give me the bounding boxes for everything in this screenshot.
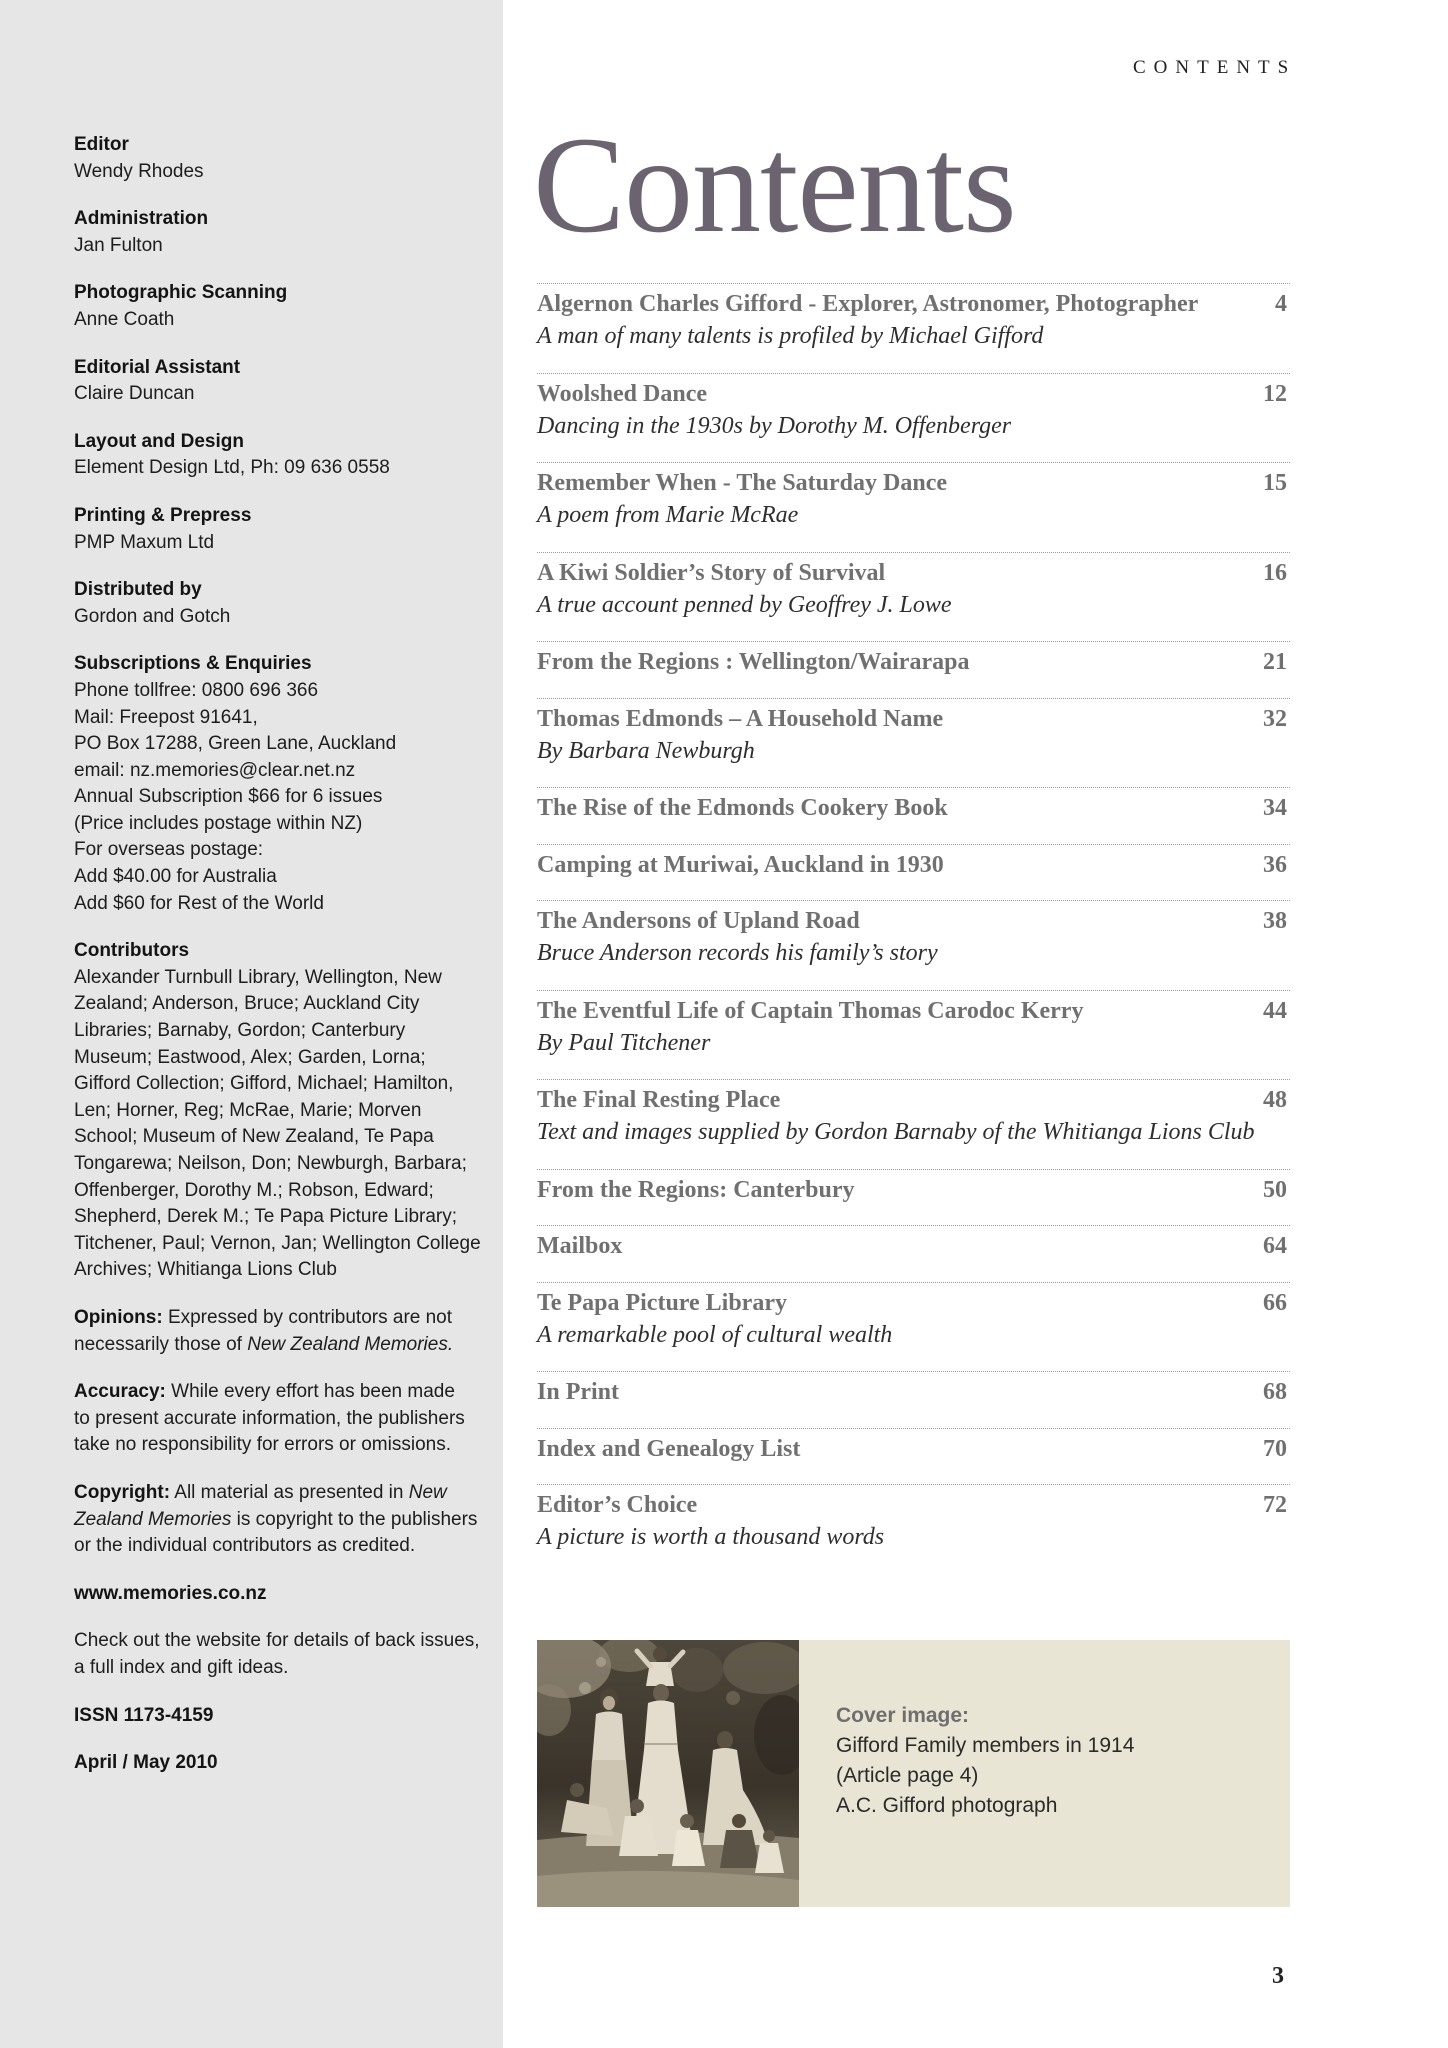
note-line	[74, 1305, 499, 1332]
contributors-line: Archives; Whitianga Lions Club	[74, 1259, 337, 1281]
contributors-line: Alexander Turnbull Library, Wellington, New	[74, 966, 442, 988]
contributors-heading: Contributors	[74, 940, 190, 962]
contributors-line: Zealand; Anderson, Bruce; Auckland City	[74, 993, 420, 1015]
table-of-contents	[537, 283, 1290, 1574]
note-line: or the individual contributors as credited.	[74, 1535, 416, 1557]
toc-page-number: 66	[1263, 1289, 1287, 1316]
contributors-line: Museum; Eastwood, Alex; Garden, Lorna;	[74, 1046, 426, 1068]
toc-page-number: 21	[1263, 649, 1287, 675]
note-text: While every effort has been made	[171, 1381, 455, 1403]
toc-subtitle: A true account penned by Geoffrey J. Lowe	[537, 591, 952, 618]
cover-caption-heading: Cover image:	[836, 1704, 970, 1727]
credit-role: Editorial Assistant	[74, 356, 241, 378]
subscriptions-line: Annual Subscription $66 for 6 issues	[74, 786, 383, 808]
toc-entry	[537, 1169, 1290, 1226]
toc-page-number: 34	[1263, 795, 1287, 821]
credit-editor	[74, 132, 499, 185]
toc-title-row	[537, 288, 1290, 320]
toc-page-number: 36	[1263, 851, 1287, 878]
note-text: is copyright to the publishers	[236, 1508, 478, 1530]
contributors-line: Offenberger, Dorothy M.; Robson, Edward;	[74, 1179, 434, 1201]
subscriptions-line: Add $60 for Rest of the World	[74, 892, 324, 914]
toc-title: The Eventful Life of Captain Thomas Carodoc Kerry	[537, 997, 1084, 1024]
credit-name: PMP Maxum Ltd	[74, 531, 215, 553]
toc-subtitle: Dancing in the 1930s by Dorothy M. Offenberger	[537, 412, 1012, 439]
cover-image-panel	[537, 1640, 1290, 1907]
cover-caption-line: Gifford Family members in 1914	[836, 1734, 1135, 1757]
toc-title: Remember When - The Saturday Dance	[537, 470, 947, 496]
toc-page-number: 38	[1263, 908, 1287, 934]
credit-name: Gordon and Gotch	[74, 605, 231, 627]
note-line	[74, 1507, 499, 1534]
running-head: CONTENTS	[1133, 57, 1297, 78]
toc-title-row	[537, 995, 1290, 1027]
contributors-line: Tongarewa; Neilson, Don; Newburgh, Barbara;	[74, 1153, 467, 1174]
toc-entry	[537, 990, 1290, 1080]
page-number: 3	[1272, 1963, 1284, 1989]
note-line: Check out the website for details of back issues,	[74, 1630, 480, 1652]
contributors-line: Len; Horner, Reg; McRae, Marie; Morven	[74, 1099, 422, 1121]
copyright-note	[74, 1480, 499, 1560]
toc-title: Camping at Muriwai, Auckland in 1930	[537, 851, 944, 878]
cover-photo	[537, 1640, 799, 1907]
credit-layout-design	[74, 429, 499, 482]
toc-page-number: 70	[1263, 1435, 1287, 1462]
toc-entry	[537, 900, 1290, 990]
note-line	[74, 1379, 499, 1406]
issue-date: April / May 2010	[74, 1752, 218, 1774]
toc-entry	[537, 1371, 1290, 1428]
credit-name: Claire Duncan	[74, 383, 195, 405]
toc-title: Te Papa Picture Library	[537, 1289, 787, 1316]
toc-entry	[537, 698, 1290, 788]
toc-page-number: 15	[1263, 470, 1287, 496]
toc-subtitle: By Paul Titchener	[537, 1029, 711, 1056]
toc-page-number: 4	[1275, 291, 1287, 317]
credit-name: Jan Fulton	[74, 234, 163, 256]
credit-role: Photographic Scanning	[74, 282, 288, 304]
toc-subtitle: Text and images supplied by Gordon Barnaby of the Whitianga Lions Club	[537, 1119, 1255, 1145]
note-line	[74, 1332, 499, 1359]
cover-caption	[836, 1701, 1134, 1821]
toc-entry	[537, 787, 1290, 844]
credit-editorial-assistant	[74, 355, 499, 408]
toc-title: Mailbox	[537, 1233, 623, 1259]
toc-title: The Andersons of Upland Road	[537, 908, 860, 934]
contributors-line: Gifford Collection; Gifford, Michael; Hamilton,	[74, 1073, 454, 1095]
subscriptions-block	[74, 651, 499, 917]
credit-administration	[74, 206, 499, 259]
credit-role: Administration	[74, 208, 209, 230]
credit-distribution	[74, 577, 499, 630]
issue-date-block	[74, 1750, 499, 1777]
toc-entry	[537, 373, 1290, 463]
toc-subtitle: A man of many talents is profiled by Michael Gifford	[537, 323, 1044, 349]
contributors-line: Shepherd, Derek M.; Te Papa Picture Library;	[74, 1206, 458, 1228]
toc-title-row	[537, 792, 1290, 824]
toc-title-row	[537, 905, 1290, 937]
toc-title: Index and Genealogy List	[537, 1435, 801, 1462]
toc-title-row	[537, 1174, 1290, 1206]
toc-entry	[537, 552, 1290, 642]
toc-page-number: 72	[1263, 1492, 1287, 1518]
opinions-label: Opinions:	[74, 1306, 163, 1328]
toc-title-row	[537, 1230, 1290, 1262]
issn-block	[74, 1703, 499, 1730]
toc-entry	[537, 844, 1290, 901]
toc-page-number: 64	[1263, 1233, 1287, 1259]
toc-page-number: 32	[1263, 705, 1287, 732]
toc-subtitle: Bruce Anderson records his family’s story	[537, 940, 938, 966]
subscriptions-line: Phone tollfree: 0800 696 366	[74, 679, 319, 701]
toc-title-row	[537, 557, 1290, 589]
toc-title-row	[537, 1433, 1290, 1465]
subscriptions-heading: Subscriptions & Enquiries	[74, 653, 312, 675]
cover-caption-line: A.C. Gifford photograph	[836, 1794, 1058, 1817]
toc-subtitle: A remarkable pool of cultural wealth	[537, 1321, 893, 1348]
subscriptions-line: PO Box 17288, Green Lane, Auckland	[74, 733, 397, 755]
toc-entry	[537, 1484, 1290, 1574]
credit-name: Anne Coath	[74, 308, 175, 330]
contributors-line: Libraries; Barnaby, Gordon; Canterbury	[74, 1020, 406, 1042]
contributors-block	[74, 938, 499, 1284]
toc-entry	[537, 462, 1290, 552]
toc-title-row	[537, 467, 1290, 499]
publication-name: New Zealand Memories.	[247, 1333, 454, 1355]
toc-title: Editor’s Choice	[537, 1492, 698, 1518]
credits-column	[74, 132, 499, 1798]
note-line: to present accurate information, the publishers	[74, 1407, 465, 1429]
credit-photographic-scanning	[74, 280, 499, 333]
toc-entry	[537, 641, 1290, 698]
website-note	[74, 1628, 499, 1681]
credit-printing	[74, 503, 499, 556]
note-line: take no responsibility for errors or omissions.	[74, 1434, 451, 1456]
toc-page-number: 68	[1263, 1379, 1287, 1405]
subscriptions-line: Mail: Freepost 91641,	[74, 706, 258, 728]
credit-role: Editor	[74, 134, 129, 155]
toc-title-row	[537, 378, 1290, 410]
website-block	[74, 1581, 499, 1608]
subscriptions-line: email: nz.memories@clear.net.nz	[74, 759, 356, 781]
subscriptions-line: Add $40.00 for Australia	[74, 866, 277, 888]
toc-title-row	[537, 1489, 1290, 1521]
toc-title: The Rise of the Edmonds Cookery Book	[537, 795, 948, 821]
toc-subtitle: By Barbara Newburgh	[537, 737, 755, 764]
subscriptions-line: (Price includes postage within NZ)	[74, 812, 363, 834]
toc-entry	[537, 283, 1290, 373]
accuracy-label: Accuracy:	[74, 1381, 166, 1403]
toc-page-number: 48	[1263, 1087, 1287, 1113]
publication-name: Zealand Memories	[74, 1508, 232, 1530]
toc-entry	[537, 1079, 1290, 1169]
issn: ISSN 1173-4159	[74, 1704, 214, 1726]
toc-subtitle: A poem from Marie McRae	[537, 502, 799, 528]
toc-subtitle: A picture is worth a thousand words	[537, 1524, 885, 1550]
credit-role: Distributed by	[74, 579, 202, 601]
accuracy-note	[74, 1379, 499, 1459]
note-line	[74, 1480, 499, 1507]
page-title: Contents	[533, 108, 1016, 261]
toc-page-number: 12	[1263, 380, 1287, 407]
toc-title-row	[537, 1287, 1290, 1319]
toc-title-row	[537, 703, 1290, 735]
toc-title-row	[537, 1084, 1290, 1116]
opinions-note	[74, 1305, 499, 1358]
toc-title: A Kiwi Soldier’s Story of Survival	[537, 559, 886, 586]
credits-sidebar	[0, 0, 503, 2048]
credit-role: Printing & Prepress	[74, 504, 252, 526]
toc-page-number: 50	[1263, 1176, 1287, 1203]
contributors-line: School; Museum of New Zealand, Te Papa	[74, 1126, 434, 1148]
toc-entry	[537, 1282, 1290, 1372]
credit-name: Wendy Rhodes	[74, 160, 204, 182]
note-text: Expressed by contributors are not	[167, 1306, 453, 1328]
cover-caption-line: (Article page 4)	[836, 1764, 979, 1787]
publication-name: New	[408, 1481, 447, 1503]
credit-role: Layout and Design	[74, 430, 244, 452]
note-line: a full index and gift ideas.	[74, 1656, 289, 1678]
note-text: necessarily those of	[74, 1333, 242, 1355]
toc-entry	[537, 1225, 1290, 1282]
toc-title: From the Regions: Canterbury	[537, 1176, 855, 1203]
toc-title: Woolshed Dance	[537, 380, 708, 407]
toc-page-number: 44	[1263, 997, 1287, 1024]
toc-title: The Final Resting Place	[537, 1087, 781, 1113]
subscriptions-line: For overseas postage:	[74, 839, 264, 861]
toc-page-number: 16	[1263, 559, 1287, 586]
toc-title-row	[537, 849, 1290, 881]
credit-name: Element Design Ltd, Ph: 09 636 0558	[74, 457, 390, 479]
copyright-label: Copyright:	[74, 1481, 171, 1503]
toc-title-row	[537, 1376, 1290, 1408]
toc-title: In Print	[537, 1379, 620, 1405]
note-text: All material as presented in	[174, 1481, 404, 1503]
toc-title: Thomas Edmonds – A Household Name	[537, 705, 944, 732]
website-address: www.memories.co.nz	[74, 1582, 267, 1604]
toc-title: From the Regions : Wellington/Wairarapa	[537, 649, 970, 675]
toc-title: Algernon Charles Gifford - Explorer, Astronomer, Photographer	[537, 291, 1199, 317]
contributors-line: Titchener, Paul; Vernon, Jan; Wellington College	[74, 1232, 481, 1254]
toc-title-row	[537, 646, 1290, 678]
toc-entry	[537, 1428, 1290, 1485]
